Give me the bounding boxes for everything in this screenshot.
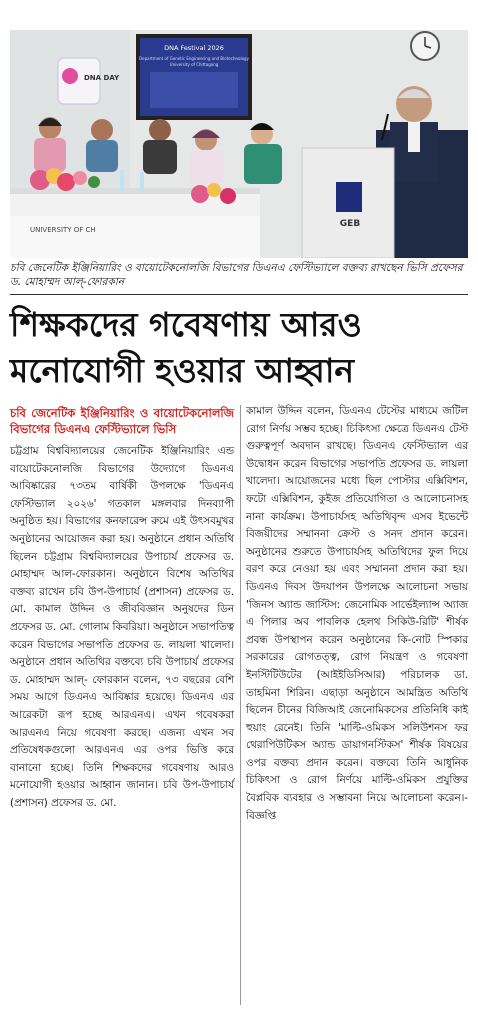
event-photo bbox=[10, 30, 468, 258]
photo-caption: চবি জেনেটিক ইঞ্জিনিয়ারিং ও বায়োটেকনোলজি বিভাগের ডিএনএ ফেস্টিভ্যালে বক্তব্য রাখছেন ভিসি প্রফেসর ড. মোহাম্মদ আল্-ফোরকান bbox=[10, 262, 463, 288]
column-separator bbox=[240, 405, 241, 1005]
headline: শিক্ষকদের গবেষণায় আরও মনোযোগী হওয়ার আহ্বান bbox=[10, 305, 362, 390]
article-body-right: কামাল উদ্দিন বলেন, ডিএনএ টেস্টের মাধ্যমে জটিল রোগ নির্ণয় সম্ভব হচ্ছে। চিকিৎসা ক্ষেত্রে ডিএনএ টেস্ট গুরুত্বপূর্ণ অবদান রাখছে। ডিএনএ ফেস্টিভ্যাল এর উদ্বোধন করেন বিভাগের সভাপতি প্রফেসর ড. লায়লা খালেদা। আয়োজনের মধ্যে ছিল পোস্টার এক্সিবিশন, ফটো এক্সিবিশন, কুইজ প্রতিযোগিতা ও আলোচনাসহ নানা কার্যক্রম। উপাচার্যসহ অতিথিবৃন্দ এসব ইভেন্টে বিজয়ীদের সম্মাননা ক্রেস্ট ও সনদ প্রদান করেন। অনুষ্ঠানের শুরুতে উপাচার্যসহ অতিথিদের ফুল দিয়ে বরণ করে নেওয়া হয় এবং সম্মাননা প্রদান করা হয়। ডিএনএ দিবস উদযাপন উপলক্ষে আলোচনা সভায় 'জিনস অ্যান্ড জাস্টিস: জেনোমিক সার্ভেইল্যান্স অ্যাজ এ পিলার অব পাবলিক হেলথ সিকিউ-রিটি' শীর্ষক প্রবন্ধ উপস্থাপন করেন অনুষ্ঠানের কি-নোট স্পিকার সরকারের রোগতত্ত্ব, রোগ নিয়ন্ত্রণ ও গবেষণা ইনস্টিটিউটের (আইইডিসিআর) পরিচালক ডা. তাহমিনা শিরিন। এছাড়া অনুষ্ঠানে আমন্ত্রিত অতিথি ছিলেন চীনের বিজিআই জেনোমিকসের প্রতিনিধি কাই হুয়াং রেনেই। তিনি 'মাল্টি-ওমিকস সলিউশনস ফর থেরাপিউটিকস অ্যান্ড ডায়াগনস্টিকস' শীর্ষক বিষয়ের ওপর বক্তব্য প্রদান করেন। বক্তব্যে তিনি আধুনিক চিকিৎসা ও রোগ নির্ণয়ে মাল্টি-ওমিকস প্রযুক্তির বৈপ্লবিক ব্যবহার ও সম্ভাবনা নিয়ে আলোচনা করেন।-বিজ্ঞপ্তি bbox=[246, 405, 468, 822]
article-column-right bbox=[246, 403, 468, 825]
seated-person-1 bbox=[34, 117, 66, 172]
seated-person-4 bbox=[190, 129, 224, 184]
event-photo-illustration bbox=[10, 30, 468, 258]
screen-line-2: University of Chittagong bbox=[169, 62, 219, 67]
subheadline: চবি জেনেটিক ইঞ্জিনিয়ারিং ও বায়োটেকনোলজি বিভাগের ডিএনএ ফেস্টিভ্যালে ভিসি bbox=[10, 406, 234, 436]
article-body-left: চট্টগ্রাম বিশ্ববিদ্যালয়ের জেনেটিক ইঞ্জিনিয়ারিং এন্ড বায়োটেকনোলজি বিভাগের উদ্যোগে ডিএনএ আবিষ্কারের ৭৩তম বার্ষিকী উপলক্ষে 'ডিএনএ ফেস্টিভ্যাল ২০২৬' গতকাল মঙ্গলবার দিনব্যাপী অনুষ্ঠিত হয়। বিভাগের কনফারেন্স রুমে এই উৎসবমুখর অনুষ্ঠানের আয়োজন করা হয়। অনুষ্ঠানে প্রধান অতিথি ছিলেন চট্টগ্রাম বিশ্ববিদ্যালয়ের উপাচার্য প্রফেসর ড. মোহাম্মদ আল-ফোরকান। অনুষ্ঠানে বিশেষ অতিথির বক্তব্য রাখেন চবি উপ-উপাচার্য (প্রশাসন) প্রফেসর ড. মো. কামাল উদ্দিন ও জীববিজ্ঞান অনুষদের ডিন প্রফেসর ড. মো. গোলাম কিবরিয়া। অনুষ্ঠানে সভাপতিত্ব করেন বিভাগের সভাপতি প্রফেসর ড. লায়লা খালেদা।অনুষ্ঠানে প্রধান অতিথির বক্তব্যে চবি উপাচার্য প্রফেসর ড. মোহাম্মদ আল্- ফোরকান বলেন, ৭৩ বছরের বেশি সময় আগে ডিএনএ আবিষ্কার হয়েছে। ডিএনএ এর আরেকটা রূপ হচ্ছে আরএনএ। এখন গবেষকরা আরএনএ নিয়ে গবেষণা করছে। এজন্য এখন সব প্রতিষেধকগুলো আরএনএ এর ওপর ভিত্তি করে বানানো হচ্ছে। তিনি শিক্ষকদের গবেষণায় আরও মনোযোগী হওয়ার আহ্বান জানান। চবি উপ-উপাচার্য (প্রশাসন) প্রফেসর ড. মো. bbox=[10, 445, 234, 809]
screen-title: DNA Festival 2026 bbox=[164, 44, 224, 52]
podium-text: GEB bbox=[339, 219, 361, 229]
standee-text: DNA DAY bbox=[84, 74, 120, 82]
banner-text: UNIVERSITY OF CH bbox=[30, 226, 96, 234]
top-rule bbox=[10, 294, 468, 295]
article-column-left bbox=[10, 405, 234, 812]
screen-line-1: Department of Genetic Engineering and Biotechnology bbox=[139, 56, 249, 61]
